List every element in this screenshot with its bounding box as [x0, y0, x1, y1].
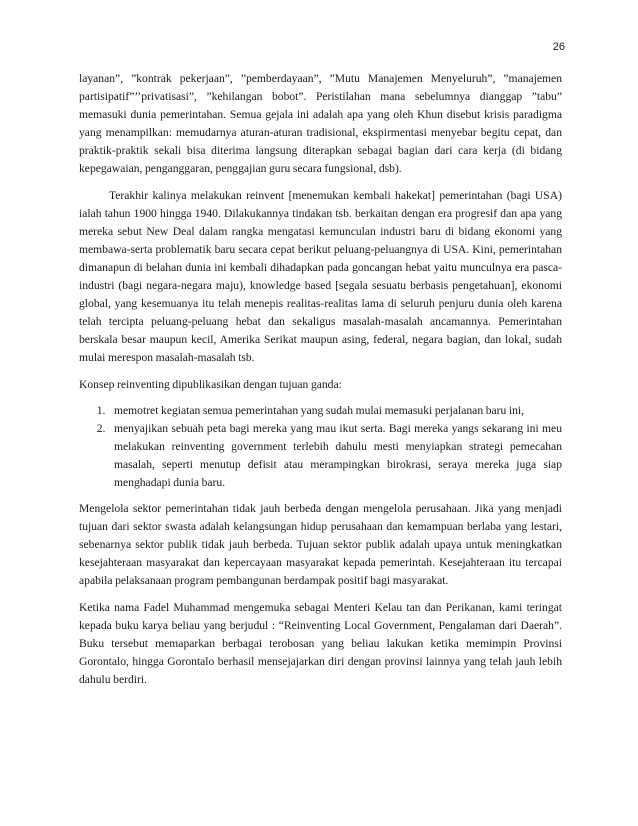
list-item: 2. menyajikan sebuah peta bagi mereka yang mau ikut serta. Bagi mereka yangs sekarang ini meu melakukan reinventing government terlebih dahulu mesti menyiapkan strategi pemecahan masalah, seperti menutup defisit atau merampingkan birokrasi, seraya mereka juga siap menghadapi dunia baru. — [108, 420, 562, 492]
paragraph-public-sector: Mengelola sektor pemerintahan tidak jauh berbeda dengan mengelola perusahaan. Jika yang menjadi tujuan dari sektor swasta adalah kelangsungan hidup perusahaan dan kemampuan berlaba yang lestari, sebenarnya sektor publik tidak jauh berbeda. Tujuan sektor publik adalah upaya untuk meningkatkan kesejahteraan masyarakat dan kepercayaan masyarakat kepada pemerintah. Kesejahteraan itu tercapai apabila pelaksanaan program pembangunan berdampak positif bagi masyarakat. — [79, 502, 562, 588]
paragraph-reinvent-history: Terakhir kalinya melakukan reinvent [menemukan kembali hakekat] pemerintahan (bagi USA) ialah tahun 1900 hingga 1940. Dilakukannya tindakan tsb. berkaitan dengan era progresif dan apa yang mereka sebut New Deal dalam rangka mengatasi kemunculan industri baru di bidang ekonomi yang membawa-serta problematik baru secara cepat berikut peluang-peluangnya di USA. Kini, pemerintahan dimanapun di belahan dunia ini kembali dihadapkan pada goncangan hebat yaitu munculnya era pasca-industri (bagi negara-negara maju), knowledge based [segala sesuatu berbasis pengetahuan], ekonomi global, yang kesemuanya itu telah menepis realitas-realitas lama di seluruh penjuru dunia oleh karena telah tercipta peluang-peluang hebat dan sekaligus masalah-masalah ancamannya. Pemerintahan berskala besar maupun kecil, Amerika Serikat maupun asing, federal, negara bagian, dan lokal, sudah mulai merespon masalah-masalah tsb. — [79, 188, 562, 365]
page-body — [79, 70, 562, 689]
paragraph-fadel-muhammad: Ketika nama Fadel Muhammad mengemuka sebagai Menteri Kelau tan dan Perikanan, kami teringat kepada buku karya beliau yang berjudul : “Reinventing Local Government, Pengalaman dari Daerah”. Buku tersebut memaparkan berbagai terobosan yang beliau lakukan ketika memimpin Provinsi Gorontalo, hingga Gorontalo berhasil mensejajarkan diri dengan provinsi lainnya yang telah jauh lebih dahulu berdiri. — [79, 600, 562, 686]
paragraph-reinventing-concept: Konsep reinventing dipublikasikan dengan tujuan ganda: — [79, 377, 342, 391]
purpose-list — [79, 402, 562, 492]
paragraph-crisis-paradigm: layanan”, ”kontrak pekerjaan”, ”pemberdayaan”, ”Mutu Manajemen Menyeluruh”, ”manajemen partisipatif”’’privatisasi”, ”kehilangan bobot”. Peristilahan mana sebelumnya dianggap ”tabu” memasuki dunia pemerintahan. Semua gejala ini adalah apa yang oleh Khun disebut krisis paradigma yang menampilkan: memudarnya aturan-aturan tradisional, ekspirmentasi menyebar begitu cepat, dan praktik-praktik sekali bisa diterima langsung diterapkan sebagai bagian dari cara kerja (di bidang kepegawaian, penganggaran, penggajian guru secara fungsional, dsb). — [79, 72, 562, 176]
page-number: 26 — [552, 41, 565, 53]
list-item: 1. memotret kegiatan semua pemerintahan yang sudah mulai memasuki perjalanan baru ini, — [108, 402, 562, 420]
